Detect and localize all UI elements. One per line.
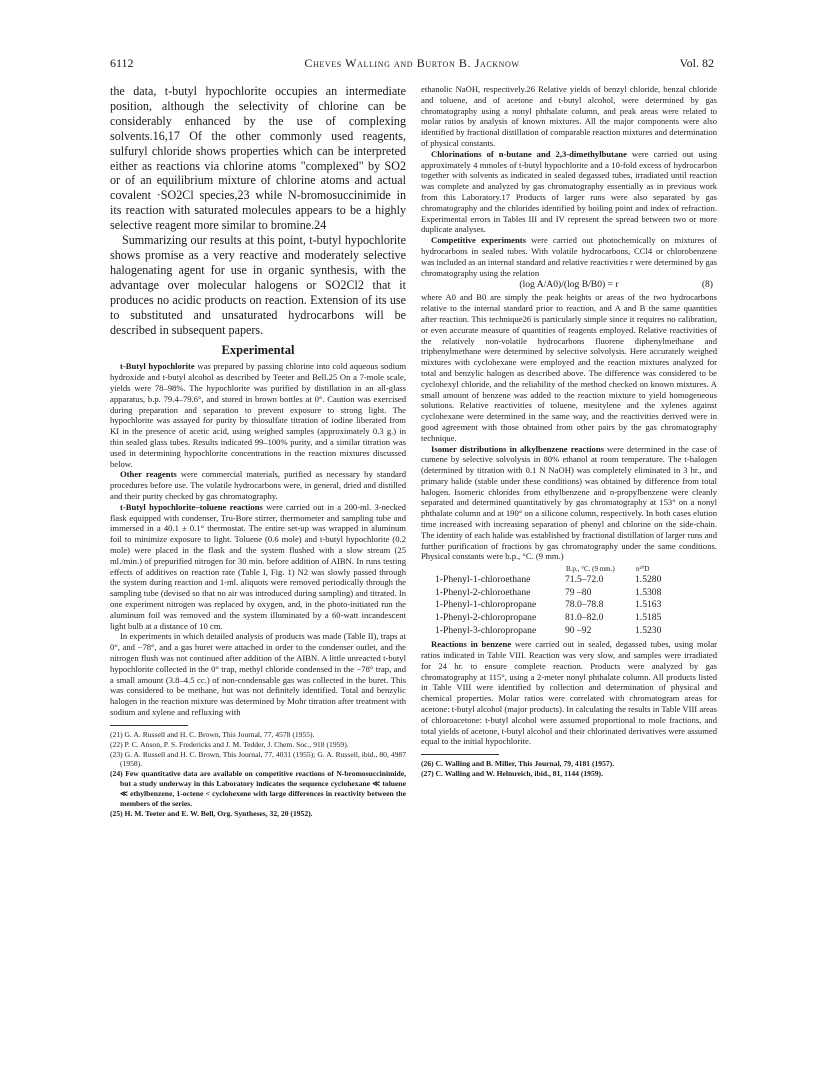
physical-constants-table [435, 564, 661, 637]
run-in-heading: Competitive experiments [431, 235, 526, 246]
boiling-point: 79 –80 [565, 586, 592, 598]
exp-paragraph-technique: where A0 and B0 are simply the peak heights or areas of the two hydrocarbons relative to the internal standard prior to reaction, and A and B the same quantities after reaction. This technique26 is particularly simple since it requires no calibration, or even accurate measure of quantities of reagents employed. Relative reactivities of the relatively non-volatile hydrocarbons fluorene diphenylmethane and triphenylmethane were determined by selective solvolysis. Here accurately weighed mixtures with cyclohexane were employed and the reaction mixtures analyzed for total and benzylic halogen as described above. The difference was considered to be cyclohexyl chloride, and the reliability of the method checked on known mixtures. A small amount of benzene was added to the reaction mixture to yield homogeneous solutions. Relative reactivities of toluene, mesitylene and the xylenes against cyclohexane were determined in the same way, and the reactivities derived were in good agreement with those obtained from other pairs by the gas chromatography technique. [421, 292, 717, 443]
run-in-heading: t-Butyl hypochlorite–toluene reactions [120, 501, 263, 512]
exp-paragraph-continued: ethanolic NaOH, respectively.26 Relative yields of benzyl chloride, benzal chloride and toluene, and of acetone and t-butyl alcohol, were determined by gas chromatography using a nonyl phthalate column, and peak areas were related to molar ratios by analysis of known mixtures. All the major components were also identified by fractional distillation of comparable reaction mixtures and determination of physical constants. [421, 84, 717, 148]
compound-name: 1-Phenyl-1-chloropropane [435, 599, 537, 611]
exp-paragraph-competitive [421, 235, 717, 278]
refractive-index: 1.5163 [635, 599, 662, 611]
exp-paragraph-toluene [110, 502, 406, 632]
boiling-point: 90 –92 [565, 624, 592, 636]
compound-name: 1-Phenyl-1-chloroethane [435, 574, 531, 586]
exp-paragraph-hypochlorite [110, 361, 406, 469]
equation-text: (log A/A0)/(log B/B0) = r [519, 279, 619, 291]
table-row [435, 587, 661, 600]
exp-paragraph-analysis: In experiments in which detailed analysis of products was made (Table II), traps at 0°, and −78°, and a gas buret were attached in order to the condenser outlet, and the nitrogen flush was not continued after addition of the AIBN. A little unreacted t-butyl hypochlorite collected in the 0° trap, methyl chloride condensed in the −78° trap, and a small amount (3.8–4.5 cc.) of non-condensable gas was collected in the buret. This was considered to be methane, but was not definitely identified. Total and benzylic halogen in the reaction mixture was determined by Mohr titration after treatment with sodium and xylene and refluxing with [110, 631, 406, 717]
paragraph-text: were determined in the case of cumene by selective solvolysis in 80% ethanol at room temperature. The t-halogen (determined by titration with 0.1 N NaOH) was completely eliminated in 3 hr., and primary halide (stable under these conditions) was obtained by difference from total halogen. Isomeric chlorides from ethylbenzene and n-propylbenzene were cleanly separated and determined quantitatively by gas chromatography at 153° on a nonyl phthalate column and at 190° on a silicone column, respectively. In both cases elution time increased with increasing separation of phenyl and chlorine on the side-chain. The identity of each halide was established by fractional distillation of larger runs and further purification of fractions by gas chromatography under the same conditions. Physical constants were b.p., °C. (9 mm.) [421, 443, 718, 562]
footnote-21: (21) G. A. Russell and H. C. Brown, This Journal, 77, 4578 (1955). [110, 729, 315, 739]
equation-8 [421, 279, 717, 291]
equation-number: (8) [701, 279, 713, 291]
paragraph-text: was prepared by passing chlorine into cold aqueous sodium hydroxide and t-butyl alcohol as described by Teeter and Bell.25 On a 7-mole scale, yields were 78–98%. The hypochlorite was purified by distillation in an all-glass apparatus, b.p. 79.4–79.6°, and stored in brown bottles at 0°. Caution was exercised during preparation and separation to prevent exposure to strong light. The hypochlorite was assayed for purity by thiosulfate titration of iodine liberated from KI in the presence of acetic acid, using weighed samples (approximately 0.3 g.) in thin sealed glass tubes. Results indicated 99–100% purity, and a similar titration was used in determining hypochlorite concentrations in the reaction mixtures discussed below. [110, 361, 407, 469]
footnote-rule [110, 725, 188, 726]
run-in-heading: Isomer distributions in alkylbenzene reactions [431, 443, 604, 454]
left-column [110, 84, 406, 819]
running-authors: Cheves Walling and Burton B. Jacknow [304, 56, 520, 70]
paragraph-text: were carried out photochemically on mixtures of hydrocarbons in sealed tubes. With volatile hydrocarbons, CCl4 or chlorobenzene was included as an internal standard and relative reactivities r were determined by gas chromatography using the relation [421, 235, 717, 278]
table-row [435, 612, 661, 625]
run-in-heading: Other reagents [120, 469, 177, 480]
paragraph-text: were commercial materials, purified as necessary by standard procedures before use. The volatile hydrocarbons were, in general, dried and distilled and their purity checked by gas chromatography. [110, 469, 406, 501]
section-heading-experimental: Experimental [221, 343, 295, 358]
exp-paragraph-reagents [110, 469, 406, 501]
table-header-blank [435, 564, 565, 574]
refractive-index: 1.5280 [635, 574, 662, 586]
table-header-nd: n²⁰D [636, 565, 650, 574]
compound-name: 1-Phenyl-2-chloroethane [435, 586, 531, 598]
footnote-rule [421, 754, 499, 755]
exp-paragraph-chlorinations [421, 149, 717, 235]
footnote-25: (25) H. M. Teeter and E. W. Bell, Org. Syntheses, 32, 20 (1952). [110, 808, 313, 818]
footnote-27: (27) C. Walling and W. Helmreich, ibid., 81, 1144 (1959). [421, 769, 603, 779]
paragraph-text: were carried out in sealed, degassed tubes, using molar ratios indicated in Table VIII. Reaction was very slow, and samples were irradiated for 24 hr. to ensure complete reaction. Products were analyzed by gas chromatography at 115°, using a 2-meter nonyl phthalate column. All products listed in Table VIII were identified by collection and determination of physical and chemical properties. Molar ratios were correlated with chromatogram areas for acetone: t-butyl alcohol (major products). In calculating the results in Table VIII areas of chloroacetone: t-butyl alcohol were assumed proportional to mole fractions, and total yields of acetone, t-butyl alcohol and their chlorinated derivatives were assumed equal to the initial hypochlorite. [421, 639, 717, 747]
paragraph-text: were carried out using approximately 4 mmoles of t-butyl hypochlorite and a 10-fold excess of hydrocarbon together with solvents as indicated in sealed degassed tubes, irradiated until reaction was complete and analyzed by gas chromatography essentially as in previous work from this Laboratory.17 Products of larger runs were also separated by gas chromatography and the chlorides identified by boiling point and index of refraction. Experimental errors in Tables III and IV represent the spread between two or more duplicate analyses. [421, 148, 717, 235]
volume-label: Vol. 82 [679, 56, 714, 70]
compound-name: 1-Phenyl-2-chloropropane [435, 612, 537, 624]
run-in-heading: Reactions in benzene [431, 639, 512, 650]
right-column [421, 84, 717, 779]
footnote-23: (23) G. A. Russell and H. C. Brown, This Journal, 77, 4031 (1955); G. A. Russell, ibid., 80, 4987 (1958). [110, 749, 406, 769]
page-number: 6112 [110, 56, 134, 70]
running-header [110, 56, 714, 74]
intro-paragraph-1: the data, t-butyl hypochlorite occupies an intermediate position, although the selectivity of chlorine can be considerably enhanced by the use of complexing solvents.16,17 Of the other commonly used reagents, sulfuryl chloride shows properties which can be interpreted either as reactions via chlorine atoms "complexed" by SO2 or of an equilibrium mixture of chlorine atoms and actual covalent ·SO2Cl species,23 while N-bromosuccinimide in its reaction with saturated molecules appears to be a highly selective reagent more similar to bromine.24 [110, 84, 406, 233]
exp-paragraph-isomers [421, 444, 717, 563]
exp-paragraph-benzene [421, 639, 717, 747]
footnote-26: (26) C. Walling and B. Miller, This Journal, 79, 4181 (1957). [421, 759, 615, 769]
table-header-row [435, 564, 661, 574]
refractive-index: 1.5185 [635, 612, 662, 624]
run-in-heading: t-Butyl hypochlorite [120, 361, 195, 372]
footnote-22: (22) P. C. Anson, P. S. Fredericks and J. M. Tedder, J. Chem. Soc., 918 (1959). [110, 739, 349, 749]
run-in-heading: Chlorinations of n-butane and 2,3-dimethylbutane [431, 148, 627, 159]
refractive-index: 1.5308 [635, 586, 662, 598]
table-header-bp: B.p., °C. (9 mm.) [566, 565, 615, 574]
paragraph-text: were carried out in a 200-ml. 3-necked flask equipped with condenser, Tru-Bore stirrer, thermometer and sampling tube and immersed in a 40.1 ± 0.1° thermostat. The entire set-up was wrapped in aluminum foil to minimize exposure to light. Toluene (0.6 mole) and t-butyl hypochlorite (0.2 mole) were placed in the flask and the system flushed with a slow stream (25 ml./min.) of prepurified nitrogen for 30 min. before addition of AIBN. In runs testing effects of additives on reaction rate (Table I, Fig. 1) N2 was slowly passed through the system during reaction and 1-ml. aliquots were removed periodically through the sampling tube (devised so that no air was introduced during sampling) and titrated. In one experiment nitrogen was replaced by oxygen, and, in the photo-initiated run the aluminum foil was removed and the system illuminated by a 60-watt incandescent light bulb at a distance of 10 cm. [110, 501, 406, 631]
boiling-point: 78.0–78.8 [565, 599, 604, 611]
table-row [435, 574, 661, 587]
boiling-point: 71.5–72.0 [565, 574, 604, 586]
table-row [435, 625, 661, 638]
intro-paragraph-2: Summarizing our results at this point, t-butyl hypochlorite shows promise as a very reactive and moderately selective halogenating agent for use in organic synthesis, with the advantage over molecular halogens or SO2Cl2 that it produces no acidic products on reaction. Extension of its use to substituted and unsaturated hydrocarbons will be described in subsequent papers. [110, 233, 406, 337]
refractive-index: 1.5230 [635, 624, 662, 636]
compound-name: 1-Phenyl-3-chloropropane [435, 624, 537, 636]
footnote-24: (24) Few quantitative data are available on competitive reactions of N-bromosuccinimide, but a study underway in this Laboratory indicates the sequence cyclohexane ≪ toluene ≪ ethylbenzene, 1-octene < cyclohexene with large differences in reactivity between the members of the series. [110, 769, 406, 809]
boiling-point: 81.0–82.0 [565, 612, 604, 624]
table-row [435, 599, 661, 612]
